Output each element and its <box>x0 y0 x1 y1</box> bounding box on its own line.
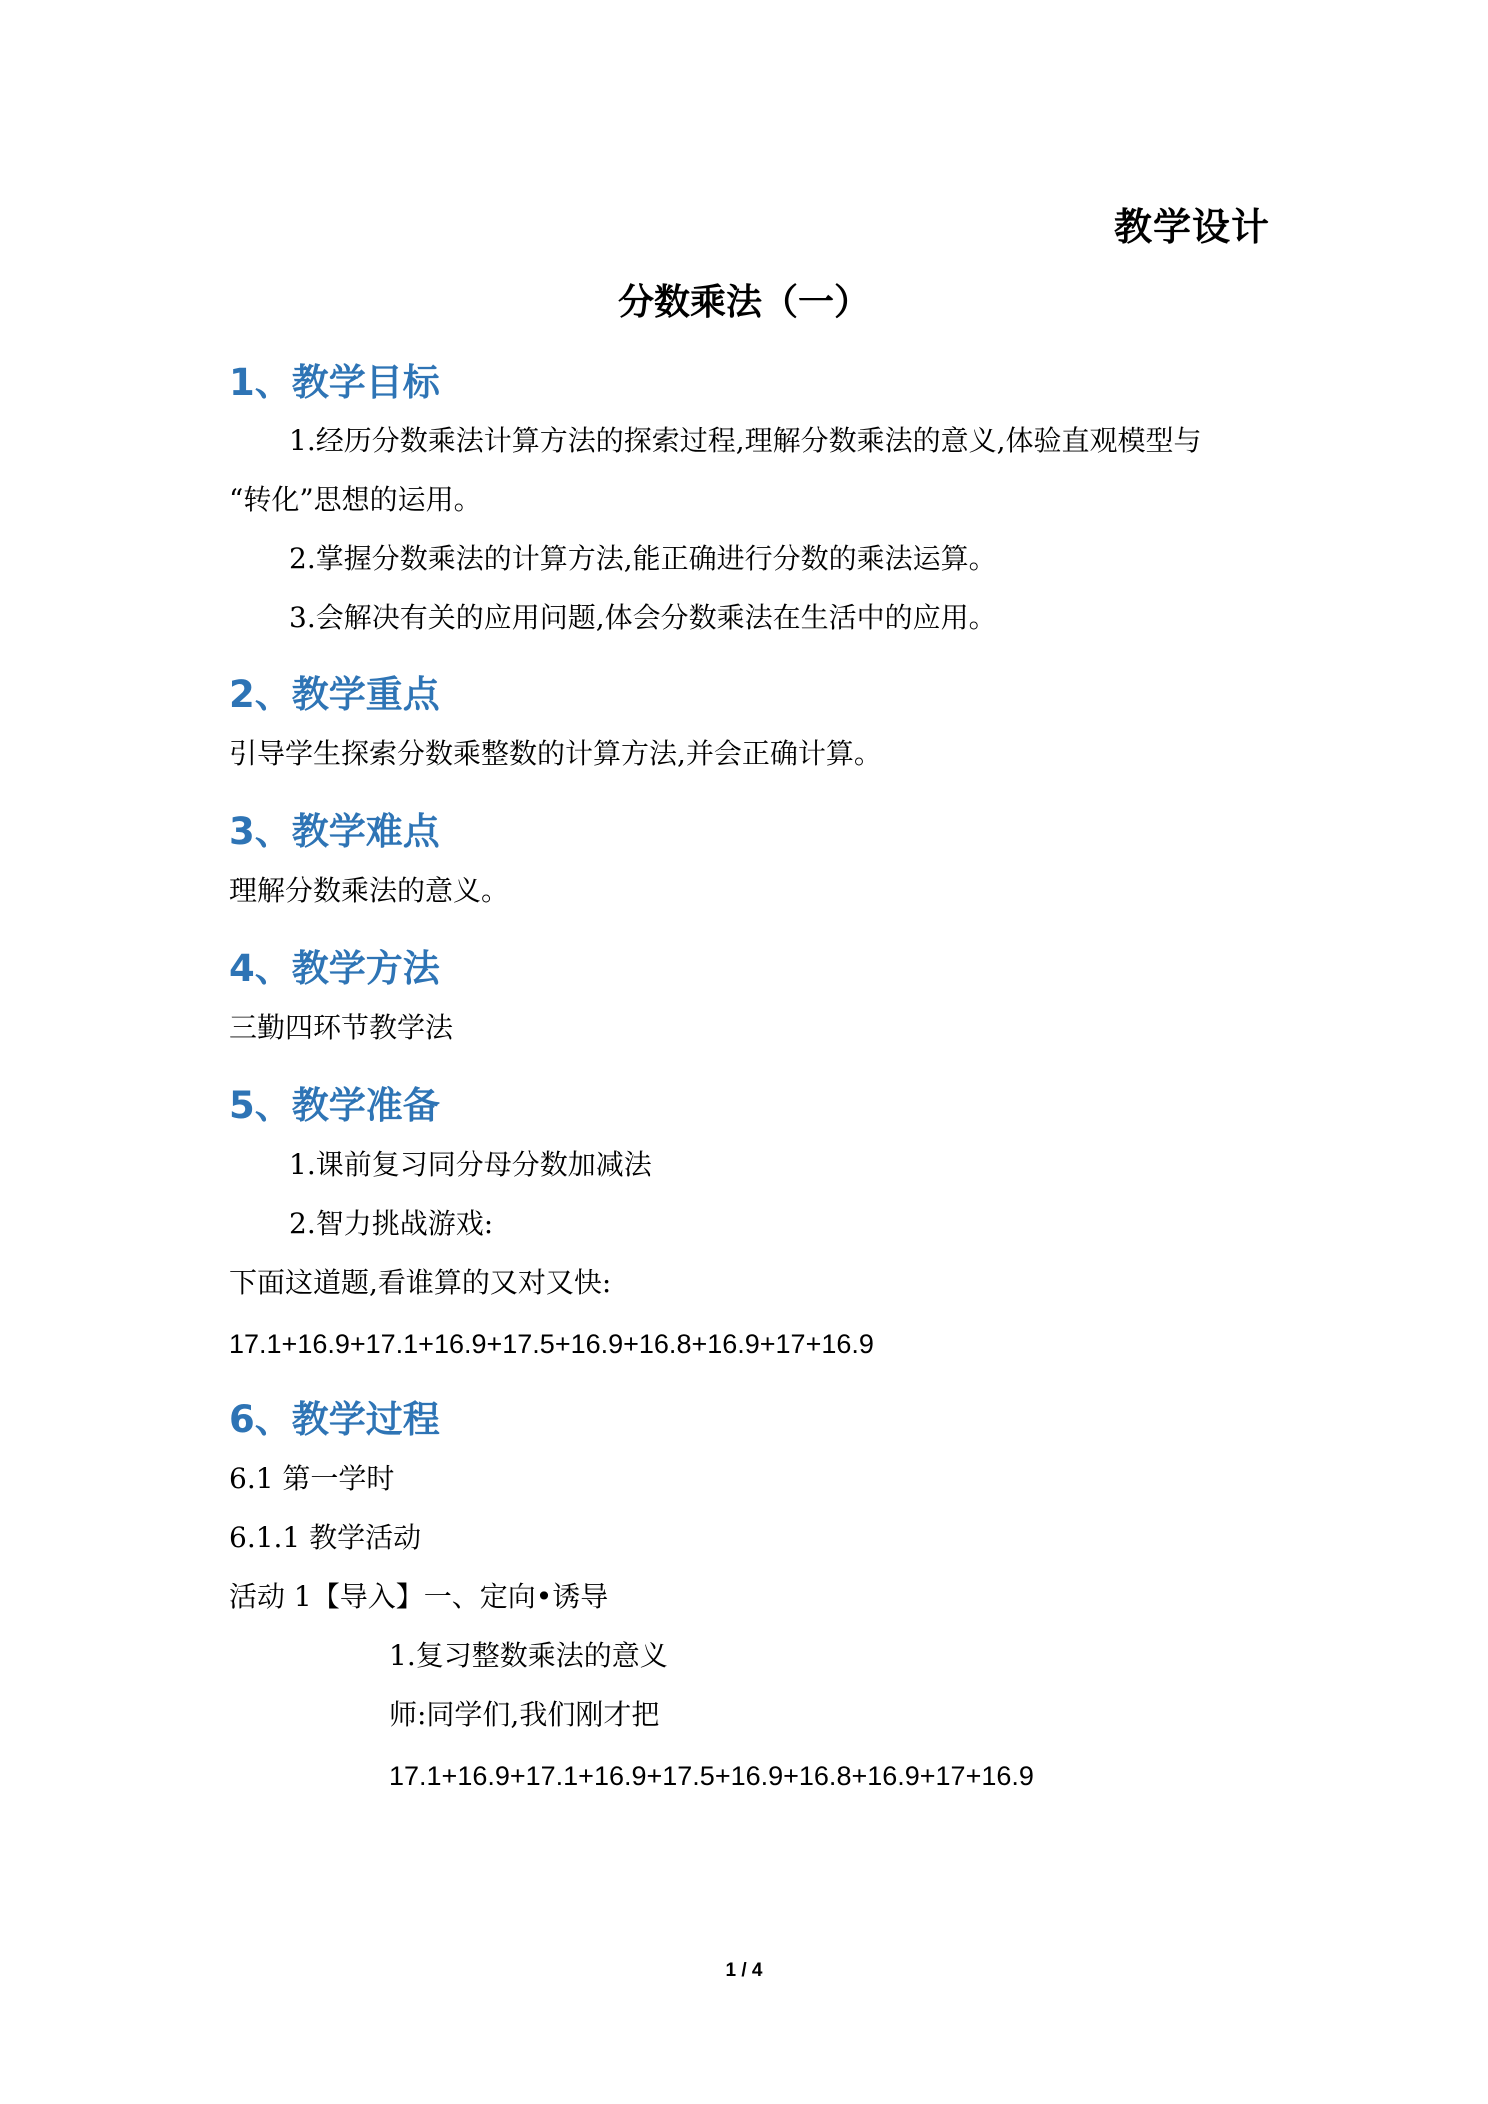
document-title: 教学设计 <box>1113 205 1270 249</box>
preparation-prompt: 下面这道题,看谁算的又对又快: <box>229 1266 612 1299</box>
objective-item: 2.掌握分数乘法的计算方法,能正确进行分数的乘法运算。 <box>289 542 997 575</box>
preparation-expression: 17.1+16.9+17.1+16.9+17.5+16.9+16.8+16.9+17+16.9 <box>229 1329 874 1359</box>
activity-expression: 17.1+16.9+17.1+16.9+17.5+16.9+16.8+16.9+17+16.9 <box>389 1761 1034 1791</box>
activity-line: 师:同学们,我们刚才把 <box>389 1698 660 1731</box>
heading-preparation: 5、教学准备 <box>229 1084 440 1127</box>
preparation-item: 2.智力挑战游戏: <box>289 1207 494 1240</box>
activity-line: 1.复习整数乘法的意义 <box>389 1639 668 1672</box>
key-points-text: 引导学生探索分数乘整数的计算方法,并会正确计算。 <box>229 737 882 770</box>
heading-objectives: 1、教学目标 <box>229 361 440 404</box>
preparation-item: 1.课前复习同分母分数加减法 <box>289 1148 652 1181</box>
process-subheading: 6.1 第一学时 <box>229 1462 395 1495</box>
page-number: 1 / 4 <box>725 1960 763 1981</box>
objective-item: “转化”思想的运用。 <box>229 483 482 516</box>
objective-item: 1.经历分数乘法计算方法的探索过程,理解分数乘法的意义,体验直观模型与 <box>289 424 1202 457</box>
heading-methods: 4、教学方法 <box>229 947 440 990</box>
process-subheading: 6.1.1 教学活动 <box>229 1521 422 1554</box>
methods-text: 三勤四环节教学法 <box>229 1011 454 1044</box>
heading-key-points: 2、教学重点 <box>229 673 440 716</box>
difficulties-text: 理解分数乘法的意义。 <box>229 874 510 907</box>
lesson-title: 分数乘法（一） <box>617 282 870 323</box>
activity-title: 活动 1【导入】一、定向•诱导 <box>229 1580 609 1613</box>
objective-item: 3.会解决有关的应用问题,体会分数乘法在生活中的应用。 <box>289 601 997 634</box>
heading-process: 6、教学过程 <box>229 1398 440 1441</box>
heading-difficulties: 3、教学难点 <box>229 810 440 853</box>
